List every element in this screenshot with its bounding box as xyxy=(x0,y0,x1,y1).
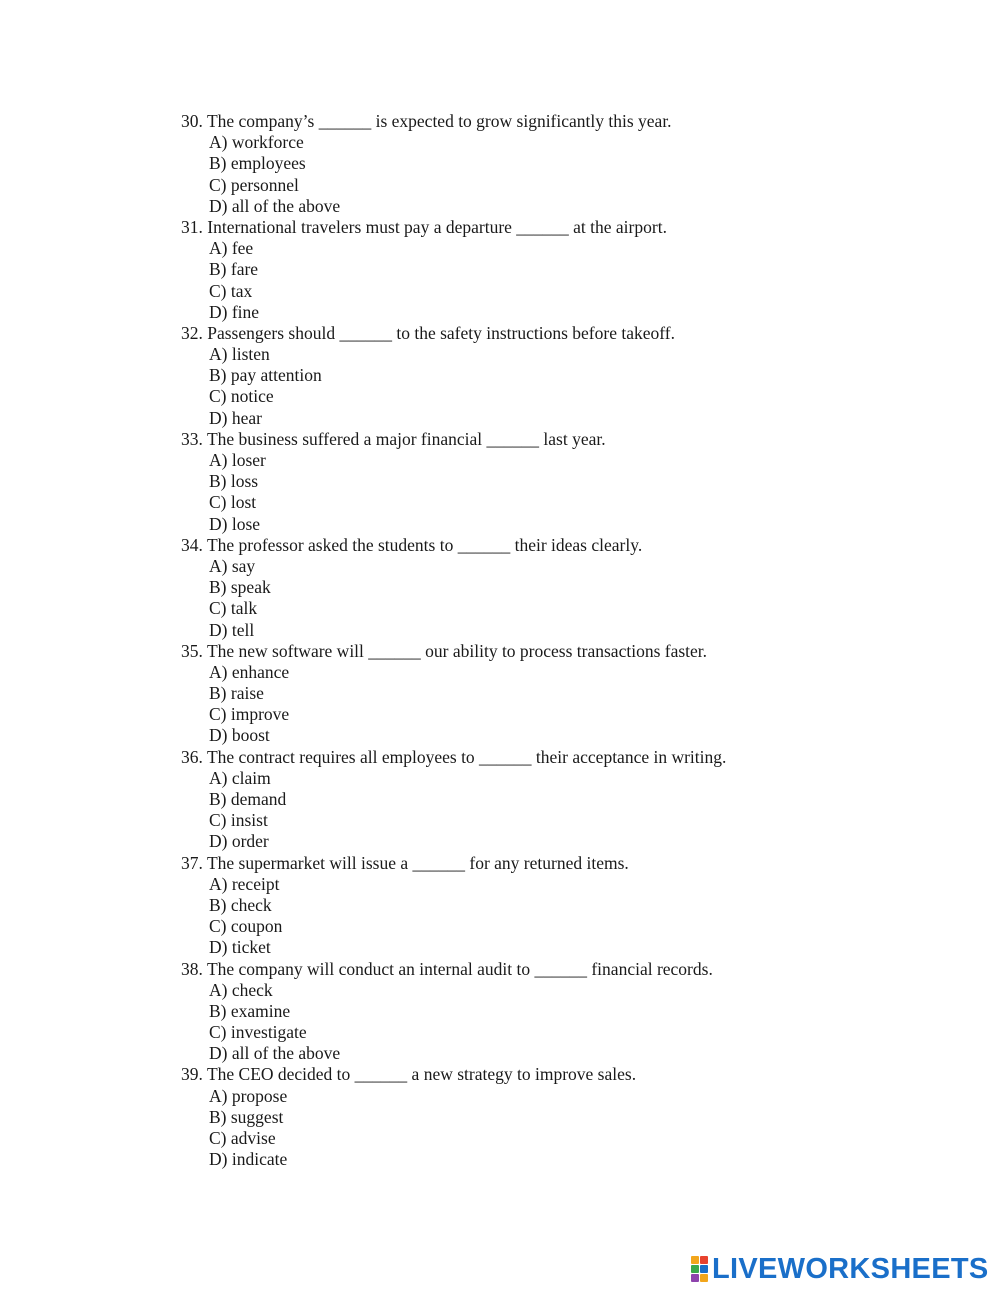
question-text: The supermarket will issue a ______ for any returned items. xyxy=(206,852,629,873)
option-d: D) boost xyxy=(209,725,270,746)
question-text: The business suffered a major financial ______ last year. xyxy=(206,428,606,449)
logo-text: LIVEWORKSHEETS xyxy=(712,1253,989,1285)
option-a: A) fee xyxy=(209,238,254,259)
option-b: B) fare xyxy=(209,259,259,280)
question-32 xyxy=(181,323,881,429)
question-text: The company will conduct an internal audit to ______ financial records. xyxy=(206,958,713,979)
question-number: 34. xyxy=(181,534,203,555)
question-37 xyxy=(181,853,881,959)
question-38 xyxy=(181,959,881,1065)
option-a: A) workforce xyxy=(209,132,304,153)
question-text: The company’s ______ is expected to grow significantly this year. xyxy=(206,111,672,131)
question-number: 38. xyxy=(181,958,203,979)
option-a: A) check xyxy=(209,979,273,1000)
question-number: 31. xyxy=(181,216,203,237)
question-text: The professor asked the students to ______ their ideas clearly. xyxy=(206,534,643,555)
option-a: A) enhance xyxy=(209,661,290,682)
liveworksheets-logo-icon xyxy=(691,1256,708,1282)
option-d: D) ticket xyxy=(209,937,271,958)
option-c: C) lost xyxy=(209,492,257,513)
option-b: B) demand xyxy=(209,789,287,809)
question-number: 39. xyxy=(181,1064,203,1085)
option-c: C) investigate xyxy=(209,1022,307,1043)
option-c: C) insist xyxy=(209,810,268,831)
option-c: C) personnel xyxy=(209,174,299,195)
option-c: C) coupon xyxy=(209,916,283,937)
option-d: D) fine xyxy=(209,301,260,322)
option-d: D) hear xyxy=(209,407,262,428)
question-30 xyxy=(181,111,881,217)
option-b: B) pay attention xyxy=(209,365,322,386)
question-number: 37. xyxy=(181,852,203,873)
option-c: C) notice xyxy=(209,386,274,407)
option-d: D) order xyxy=(209,831,269,852)
option-b: B) suggest xyxy=(209,1106,284,1127)
option-b: B) examine xyxy=(209,1000,291,1021)
option-a: A) listen xyxy=(209,344,270,365)
question-36 xyxy=(181,747,881,853)
question-text: The contract requires all employees to ______ their acceptance in writing. xyxy=(206,746,727,767)
option-c: C) advise xyxy=(209,1128,276,1148)
option-c: C) talk xyxy=(209,598,258,619)
option-d: D) indicate xyxy=(209,1149,288,1170)
question-35 xyxy=(181,641,881,747)
question-39 xyxy=(181,1064,881,1170)
option-d: D) lose xyxy=(209,513,261,534)
question-number: 32. xyxy=(181,322,203,343)
option-d: D) all of the above xyxy=(209,1043,341,1064)
option-a: A) propose xyxy=(209,1085,288,1106)
option-b: B) speak xyxy=(209,577,271,598)
question-number: 33. xyxy=(181,428,203,449)
option-a: A) receipt xyxy=(209,873,280,894)
question-text: Passengers should ______ to the safety instructions before takeoff. xyxy=(207,322,675,343)
option-b: B) raise xyxy=(209,683,264,704)
question-number: 36. xyxy=(181,746,203,767)
question-31 xyxy=(181,217,881,323)
option-b: B) check xyxy=(209,894,272,915)
option-c: C) improve xyxy=(209,704,290,725)
worksheet xyxy=(181,111,881,1170)
liveworksheets-logo[interactable] xyxy=(691,1252,989,1286)
option-b: B) employees xyxy=(209,153,306,174)
question-number: 35. xyxy=(181,640,203,661)
option-a: A) say xyxy=(209,555,256,576)
question-text: International travelers must pay a departure ______ at the airport. xyxy=(207,216,667,237)
question-34 xyxy=(181,535,881,641)
option-a: A) loser xyxy=(209,450,266,470)
option-d: D) all of the above xyxy=(209,195,341,216)
question-text: The CEO decided to ______ a new strategy to improve sales. xyxy=(206,1064,637,1085)
option-a: A) claim xyxy=(209,767,271,788)
option-c: C) tax xyxy=(209,280,253,301)
option-d: D) tell xyxy=(209,619,255,640)
option-b: B) loss xyxy=(209,471,259,492)
question-33 xyxy=(181,429,881,535)
question-number: 30. xyxy=(181,111,203,131)
question-text: The new software will ______ our ability to process transactions faster. xyxy=(206,640,708,661)
